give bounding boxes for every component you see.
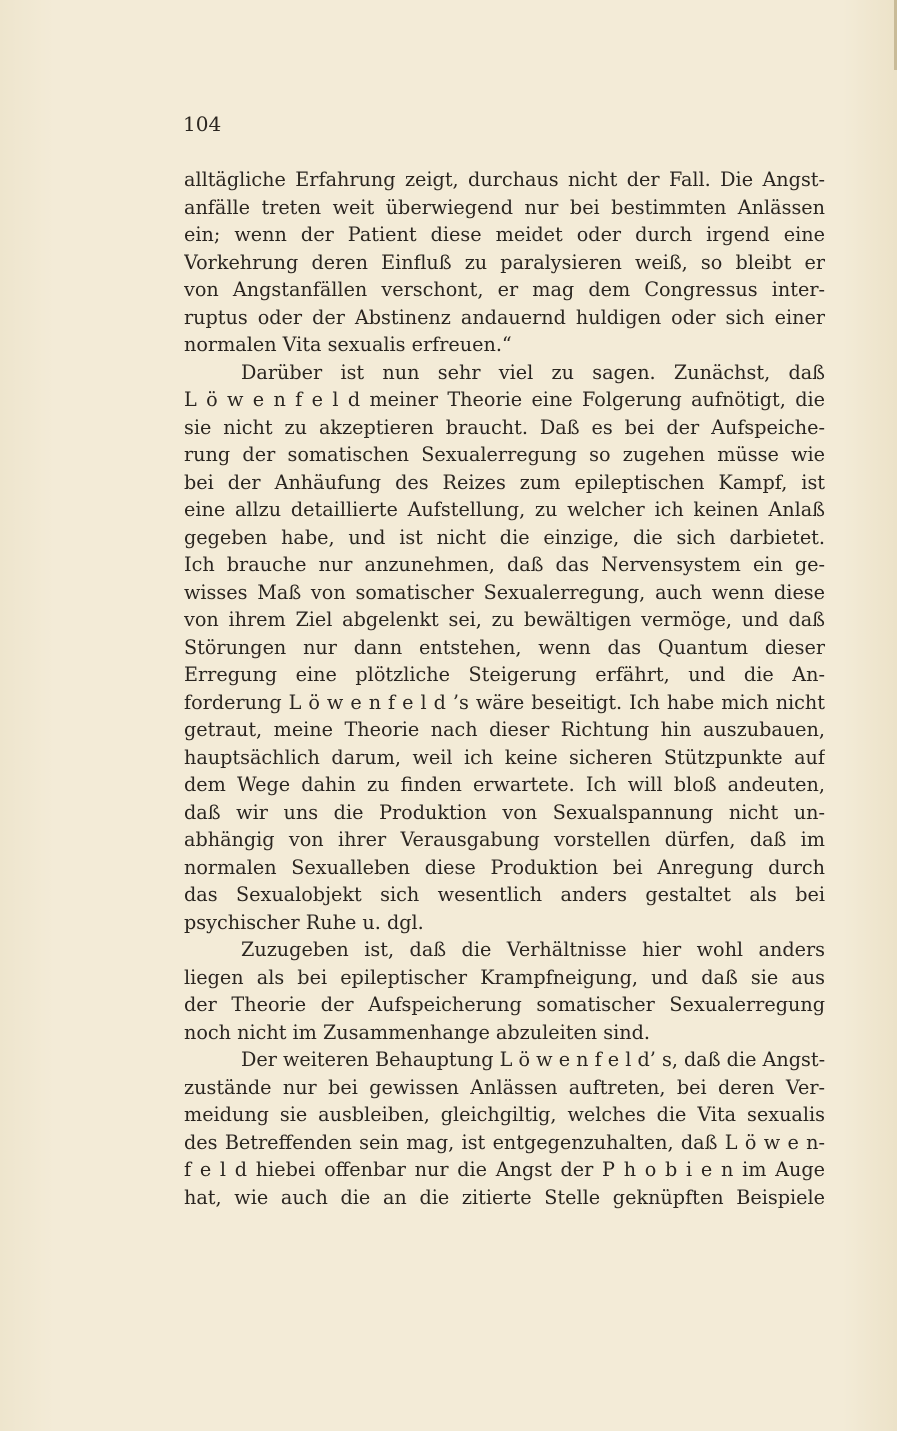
text-line: daß wir uns die Produktion von Sexualspannung nicht un-: [184, 800, 825, 824]
text-line: L ö w e n f e l d meiner Theorie eine Folgerung aufnötigt, die: [184, 388, 825, 411]
text-line: ein; wenn der Patient diese meidet oder durch irgend eine: [184, 223, 825, 246]
text-line: des Betreffenden sein mag, ist entgegenzuhalten, daß L ö w e n-: [184, 1130, 825, 1154]
text-line: eine allzu detaillierte Aufstellung, zu welcher ich keinen Anlaß: [184, 498, 825, 521]
text-line: rung der somatischen Sexualerregung so zugehen müsse wie: [184, 443, 825, 466]
text-line: anfälle treten weit überwiegend nur bei bestimmten Anlässen: [184, 195, 825, 219]
text-line: liegen als bei epileptischer Krampfneigung, und daß sie aus: [184, 965, 825, 989]
text-line: abhängig von ihrer Verausgabung vorstellen dürfen, daß im: [184, 828, 825, 851]
text-line: Störungen nur dann entstehen, wenn das Quantum dieser: [184, 635, 825, 659]
text-line: sie nicht zu akzeptieren braucht. Daß es bei der Aufspeiche-: [184, 415, 825, 439]
text-line: psychischer Ruhe u. dgl.: [184, 910, 424, 934]
text-line: der Theorie der Aufspeicherung somatischer Sexualerregung: [184, 993, 825, 1016]
text-line: alltägliche Erfahrung zeigt, durchaus nicht der Fall. Die Angst-: [184, 168, 825, 191]
text-line: hauptsächlich darum, weil ich keine sicheren Stützpunkte auf: [184, 745, 825, 769]
text-line: f e l d hiebei offenbar nur die Angst der P h o b i e n im Auge: [184, 1158, 825, 1181]
text-line: ruptus oder der Abstinenz andauernd huldigen oder sich einer: [184, 305, 825, 329]
text-line: meidung sie ausbleiben, gleichgiltig, welches die Vita sexualis: [184, 1103, 825, 1126]
body-text: [184, 166, 825, 1211]
text-line: normalen Vita sexualis erfreuen.“: [184, 333, 512, 356]
text-line: forderung L ö w e n f e l d ’s wäre beseitigt. Ich habe mich nicht: [184, 690, 825, 714]
text-line: das Sexualobjekt sich wesentlich anders gestaltet als bei: [184, 883, 825, 906]
text-line: noch nicht im Zusammenhange abzuleiten sind.: [184, 1020, 650, 1044]
text-line: Darüber ist nun sehr viel zu sagen. Zunächst, daß: [241, 360, 825, 384]
text-line: wisses Maß von somatischer Sexualerregung, auch wenn diese: [184, 580, 825, 604]
text-line: bei der Anhäufung des Reizes zum epileptischen Kampf, ist: [184, 470, 825, 494]
text-line: Vorkehrung deren Einfluß zu paralysieren weiß, so bleibt er: [184, 250, 825, 274]
text-line: zustände nur bei gewissen Anlässen auftreten, bei deren Ver-: [184, 1075, 825, 1099]
text-line: Erregung eine plötzliche Steigerung erfährt, und die An-: [184, 663, 825, 686]
page-number: 104: [183, 112, 222, 136]
text-line: von ihrem Ziel abgelenkt sei, zu bewältigen vermöge, und daß: [184, 608, 825, 631]
text-line: getraut, meine Theorie nach dieser Richtung hin auszubauen,: [184, 718, 825, 741]
text-line: normalen Sexualleben diese Produktion bei Anregung durch: [184, 855, 825, 879]
text-line: Ich brauche nur anzunehmen, daß das Nervensystem ein ge-: [184, 553, 825, 576]
text-line: Der weiteren Behauptung L ö w e n f e l d’ s, daß die Angst-: [241, 1048, 825, 1071]
text-line: gegeben habe, und ist nicht die einzige, die sich darbietet.: [184, 525, 825, 549]
text-line: hat, wie auch die an die zitierte Stelle geknüpften Beispiele: [184, 1185, 825, 1209]
text-line: Zuzugeben ist, daß die Verhältnisse hier wohl anders: [241, 938, 825, 961]
text-line: dem Wege dahin zu finden erwartete. Ich will bloß andeuten,: [184, 773, 825, 796]
text-line: von Angstanfällen verschont, er mag dem Congressus inter-: [184, 278, 825, 301]
